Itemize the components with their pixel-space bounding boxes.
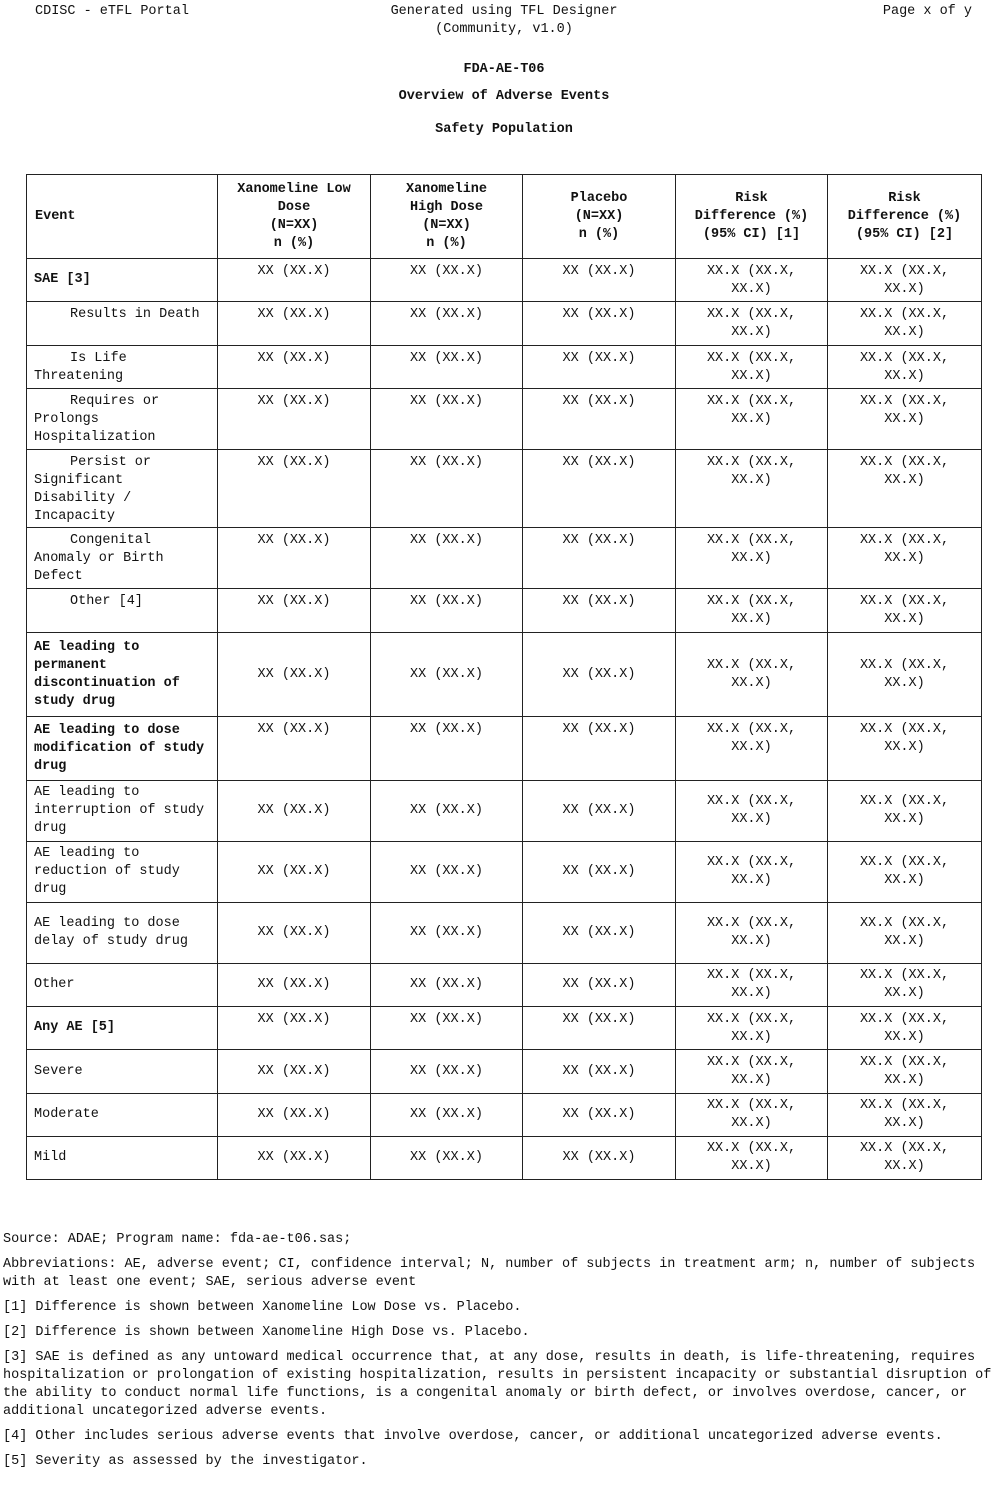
- event-label: SAE [3]: [27, 259, 218, 302]
- risk-diff-low-vs-placebo: XX.X (XX.X, XX.X): [676, 389, 828, 450]
- risk-diff-low-vs-placebo: XX.X (XX.X, XX.X): [676, 717, 828, 781]
- count-placebo: XX (XX.X): [523, 259, 676, 302]
- risk-diff-high-vs-placebo: XX.X (XX.X, XX.X): [828, 1050, 982, 1094]
- event-label: AE leading to dose delay of study drug: [27, 903, 218, 964]
- risk-diff-low-vs-placebo: XX.X (XX.X, XX.X): [676, 259, 828, 302]
- footnote-5: [5] Severity as assessed by the investigator.: [3, 1454, 368, 1469]
- col-header-low-dose: Xanomeline Low Dose (N=XX) n (%): [218, 175, 371, 259]
- risk-diff-high-vs-placebo: XX.X (XX.X, XX.X): [828, 450, 982, 528]
- count-high-dose: XX (XX.X): [371, 589, 523, 633]
- generator-note: [304, 3, 704, 39]
- count-low-dose: XX (XX.X): [218, 633, 371, 717]
- count-placebo: XX (XX.X): [523, 633, 676, 717]
- count-low-dose: XX (XX.X): [218, 964, 371, 1007]
- count-low-dose: XX (XX.X): [218, 1094, 371, 1137]
- risk-diff-low-vs-placebo: XX.X (XX.X, XX.X): [676, 1007, 828, 1050]
- risk-diff-high-vs-placebo: XX.X (XX.X, XX.X): [828, 1137, 982, 1180]
- count-high-dose: XX (XX.X): [371, 1050, 523, 1094]
- table-row: [27, 1094, 982, 1137]
- event-label: AE leading to reduction of study drug: [27, 842, 218, 903]
- footnotes: [3, 1231, 993, 1478]
- table-row: [27, 903, 982, 964]
- adverse-events-table: [26, 174, 982, 1180]
- count-low-dose: XX (XX.X): [218, 450, 371, 528]
- footnote-2: [2] Difference is shown between Xanomeline High Dose vs. Placebo.: [3, 1325, 530, 1340]
- event-label: AE leading to interruption of study drug: [27, 781, 218, 842]
- count-high-dose: XX (XX.X): [371, 717, 523, 781]
- risk-diff-high-vs-placebo: XX.X (XX.X, XX.X): [828, 259, 982, 302]
- risk-diff-low-vs-placebo: XX.X (XX.X, XX.X): [676, 450, 828, 528]
- count-high-dose: XX (XX.X): [371, 842, 523, 903]
- event-label: Requires or Prolongs Hospitalization: [27, 389, 218, 450]
- footnote-4: [4] Other includes serious adverse events that involve overdose, cancer, or additional uncategorized adverse events.: [3, 1429, 943, 1444]
- count-low-dose: XX (XX.X): [218, 717, 371, 781]
- risk-diff-low-vs-placebo: XX.X (XX.X, XX.X): [676, 964, 828, 1007]
- risk-diff-low-vs-placebo: XX.X (XX.X, XX.X): [676, 842, 828, 903]
- count-low-dose: XX (XX.X): [218, 302, 371, 346]
- risk-diff-high-vs-placebo: XX.X (XX.X, XX.X): [828, 1094, 982, 1137]
- event-label: Mild: [27, 1137, 218, 1180]
- count-high-dose: XX (XX.X): [371, 259, 523, 302]
- table-title: Overview of Adverse Events: [398, 89, 610, 104]
- count-low-dose: XX (XX.X): [218, 528, 371, 589]
- event-label: AE leading to dose modification of study drug: [27, 717, 218, 781]
- table-row: [27, 842, 982, 903]
- risk-diff-high-vs-placebo: XX.X (XX.X, XX.X): [828, 964, 982, 1007]
- table-row: [27, 589, 982, 633]
- count-high-dose: XX (XX.X): [371, 346, 523, 389]
- risk-diff-low-vs-placebo: XX.X (XX.X, XX.X): [676, 633, 828, 717]
- table-row: [27, 1007, 982, 1050]
- risk-diff-high-vs-placebo: XX.X (XX.X, XX.X): [828, 1007, 982, 1050]
- count-placebo: XX (XX.X): [523, 528, 676, 589]
- col-header-event: Event: [27, 175, 218, 259]
- risk-diff-high-vs-placebo: XX.X (XX.X, XX.X): [828, 781, 982, 842]
- risk-diff-high-vs-placebo: XX.X (XX.X, XX.X): [828, 389, 982, 450]
- count-placebo: XX (XX.X): [523, 302, 676, 346]
- col-header-high-dose: Xanomeline High Dose (N=XX) n (%): [371, 175, 523, 259]
- event-label: AE leading to permanent discontinuation of study drug: [27, 633, 218, 717]
- count-low-dose: XX (XX.X): [218, 903, 371, 964]
- risk-diff-low-vs-placebo: XX.X (XX.X, XX.X): [676, 781, 828, 842]
- count-placebo: XX (XX.X): [523, 717, 676, 781]
- risk-diff-high-vs-placebo: XX.X (XX.X, XX.X): [828, 633, 982, 717]
- table-row: [27, 346, 982, 389]
- table-row: [27, 528, 982, 589]
- risk-diff-high-vs-placebo: XX.X (XX.X, XX.X): [828, 589, 982, 633]
- count-low-dose: XX (XX.X): [218, 589, 371, 633]
- table-row: [27, 633, 982, 717]
- event-label: Is Life Threatening: [27, 346, 218, 389]
- count-high-dose: XX (XX.X): [371, 528, 523, 589]
- risk-diff-high-vs-placebo: XX.X (XX.X, XX.X): [828, 717, 982, 781]
- count-high-dose: XX (XX.X): [371, 781, 523, 842]
- table-id: FDA-AE-T06: [463, 62, 545, 77]
- risk-diff-high-vs-placebo: XX.X (XX.X, XX.X): [828, 346, 982, 389]
- risk-diff-high-vs-placebo: XX.X (XX.X, XX.X): [828, 842, 982, 903]
- count-high-dose: XX (XX.X): [371, 633, 523, 717]
- risk-diff-low-vs-placebo: XX.X (XX.X, XX.X): [676, 1094, 828, 1137]
- count-placebo: XX (XX.X): [523, 589, 676, 633]
- count-placebo: XX (XX.X): [523, 389, 676, 450]
- count-high-dose: XX (XX.X): [371, 389, 523, 450]
- count-placebo: XX (XX.X): [523, 842, 676, 903]
- risk-diff-low-vs-placebo: XX.X (XX.X, XX.X): [676, 589, 828, 633]
- footnote-3: [3] SAE is defined as any untoward medical occurrence that, at any dose, results in death, is life-threatening, requires hospitalization or prolongation of existing hospitalization, results in persistent incapacity or substantial disruption of the ability to conduct normal life functions, is a congenital anomaly or birth defect, or involves overdose, cancer, or additional uncategorized adverse events.: [3, 1350, 992, 1419]
- generator-line-1: Generated using TFL Designer: [390, 4, 618, 19]
- event-label: Other: [27, 964, 218, 1007]
- count-placebo: XX (XX.X): [523, 903, 676, 964]
- risk-diff-high-vs-placebo: XX.X (XX.X, XX.X): [828, 903, 982, 964]
- count-placebo: XX (XX.X): [523, 1050, 676, 1094]
- risk-diff-low-vs-placebo: XX.X (XX.X, XX.X): [676, 528, 828, 589]
- event-label: Results in Death: [27, 302, 218, 346]
- col-header-risk-diff-1: Risk Difference (%) (95% CI) [1]: [676, 175, 828, 259]
- table-row: [27, 450, 982, 528]
- header-row: [27, 175, 982, 259]
- count-low-dose: XX (XX.X): [218, 781, 371, 842]
- risk-diff-low-vs-placebo: XX.X (XX.X, XX.X): [676, 346, 828, 389]
- page-number: Page x of y: [882, 4, 972, 19]
- population-title: Safety Population: [435, 122, 573, 137]
- event-label: Any AE [5]: [27, 1007, 218, 1050]
- col-header-risk-diff-2: Risk Difference (%) (95% CI) [2]: [828, 175, 982, 259]
- count-high-dose: XX (XX.X): [371, 964, 523, 1007]
- table-row: [27, 781, 982, 842]
- risk-diff-low-vs-placebo: XX.X (XX.X, XX.X): [676, 903, 828, 964]
- event-label: Congenital Anomaly or Birth Defect: [27, 528, 218, 589]
- count-low-dose: XX (XX.X): [218, 259, 371, 302]
- footnote-1: [1] Difference is shown between Xanomeline Low Dose vs. Placebo.: [3, 1300, 522, 1315]
- count-low-dose: XX (XX.X): [218, 1007, 371, 1050]
- count-low-dose: XX (XX.X): [218, 1137, 371, 1180]
- table-row: [27, 964, 982, 1007]
- count-high-dose: XX (XX.X): [371, 1094, 523, 1137]
- risk-diff-low-vs-placebo: XX.X (XX.X, XX.X): [676, 1137, 828, 1180]
- count-low-dose: XX (XX.X): [218, 1050, 371, 1094]
- footnote-source: Source: ADAE; Program name: fda-ae-t06.sas;: [3, 1232, 352, 1247]
- risk-diff-low-vs-placebo: XX.X (XX.X, XX.X): [676, 1050, 828, 1094]
- count-placebo: XX (XX.X): [523, 964, 676, 1007]
- risk-diff-high-vs-placebo: XX.X (XX.X, XX.X): [828, 302, 982, 346]
- event-label: Persist or Significant Disability / Incapacity: [27, 450, 218, 528]
- count-low-dose: XX (XX.X): [218, 389, 371, 450]
- risk-diff-high-vs-placebo: XX.X (XX.X, XX.X): [828, 528, 982, 589]
- col-header-placebo: Placebo (N=XX) n (%): [523, 175, 676, 259]
- count-high-dose: XX (XX.X): [371, 450, 523, 528]
- portal-name: CDISC - eTFL Portal: [35, 4, 189, 19]
- count-placebo: XX (XX.X): [523, 1007, 676, 1050]
- event-label: Severe: [27, 1050, 218, 1094]
- count-placebo: XX (XX.X): [523, 781, 676, 842]
- count-placebo: XX (XX.X): [523, 1137, 676, 1180]
- count-high-dose: XX (XX.X): [371, 903, 523, 964]
- footnote-abbreviations: Abbreviations: AE, adverse event; CI, confidence interval; N, number of subjects in treatment arm; n, number of subjects with at least one event; SAE, serious adverse event: [3, 1257, 976, 1290]
- count-placebo: XX (XX.X): [523, 346, 676, 389]
- table-row: [27, 1137, 982, 1180]
- table-row: [27, 1050, 982, 1094]
- event-label: Moderate: [27, 1094, 218, 1137]
- table-row: [27, 717, 982, 781]
- count-high-dose: XX (XX.X): [371, 302, 523, 346]
- count-placebo: XX (XX.X): [523, 1094, 676, 1137]
- table-row: [27, 389, 982, 450]
- count-high-dose: XX (XX.X): [371, 1137, 523, 1180]
- table-row: [27, 302, 982, 346]
- event-label: Other [4]: [27, 589, 218, 633]
- count-low-dose: XX (XX.X): [218, 346, 371, 389]
- count-placebo: XX (XX.X): [523, 450, 676, 528]
- risk-diff-low-vs-placebo: XX.X (XX.X, XX.X): [676, 302, 828, 346]
- table-row: [27, 259, 982, 302]
- generator-line-2: (Community, v1.0): [435, 22, 573, 37]
- count-low-dose: XX (XX.X): [218, 842, 371, 903]
- count-high-dose: XX (XX.X): [371, 1007, 523, 1050]
